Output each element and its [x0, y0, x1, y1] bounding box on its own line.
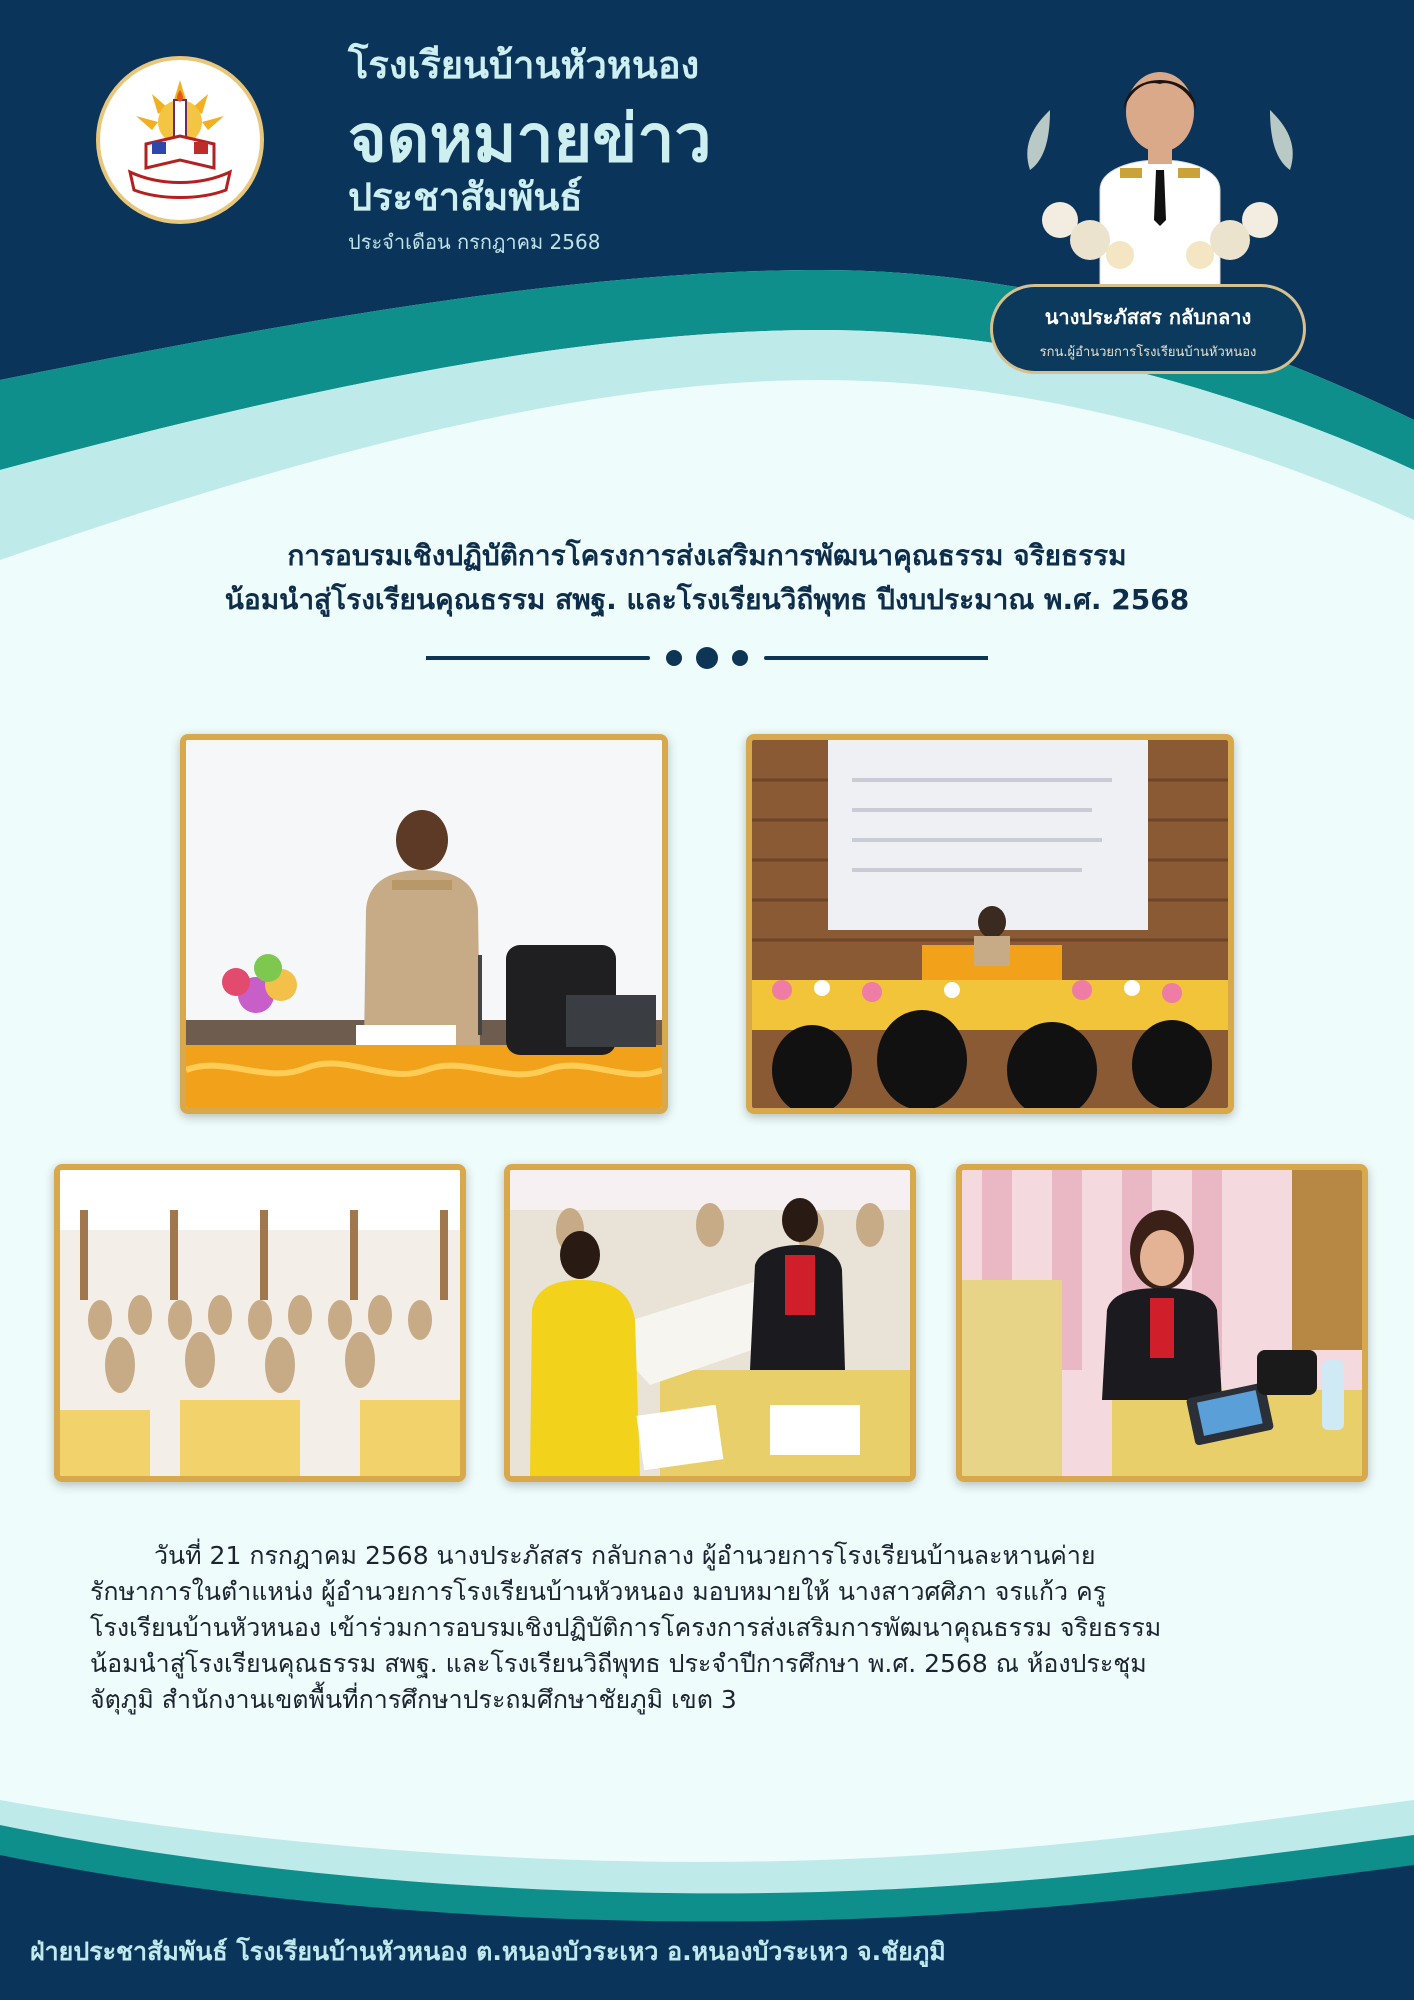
photo-group-workshop — [504, 1164, 916, 1482]
headline-line-1: การอบรมเชิงปฏิบัติการโครงการส่งเสริมการพัฒนาคุณธรรม จริยธรรม — [287, 539, 1127, 572]
photo-audience-hall — [54, 1164, 466, 1482]
article-body — [90, 1538, 1330, 1718]
photo-speaker-at-podium — [180, 734, 668, 1114]
headline-divider — [426, 646, 988, 670]
article-line-3: โรงเรียนบ้านหัวหนอง เข้าร่วมการอบรมเชิงปฏิบัติการโครงการส่งเสริมการพัฒนาคุณธรรม จริยธรรม — [90, 1613, 1162, 1642]
audience-hall-photo-icon — [60, 1170, 460, 1476]
article-line-2: รักษาการในตำแหน่ง ผู้อำนวยการโรงเรียนบ้านหัวหนอง มอบหมายให้ นางสาวศศิภา จรแก้ว ครู — [90, 1577, 1107, 1606]
article-line-5: จัตุภูมิ สำนักงานเขตพื้นที่การศึกษาประถมศึกษาชัยภูมิ เขต 3 — [90, 1685, 737, 1714]
director-portrait — [1010, 50, 1310, 285]
director-name: นางประภัสสร กลับกลาง — [1044, 305, 1252, 329]
headline-line-2: น้อมนำสู่โรงเรียนคุณธรรม สพฐ. และโรงเรียนวิถีพุทธ ปีงบประมาณ พ.ศ. 2568 — [224, 583, 1190, 616]
group-workshop-photo-icon — [510, 1170, 910, 1476]
participant-seated-photo-icon — [962, 1170, 1362, 1476]
school-name: โรงเรียนบ้านหัวหนอง — [348, 43, 700, 87]
director-name-badge — [990, 284, 1306, 374]
newsletter-subtitle: ประชาสัมพันธ์ — [348, 175, 583, 219]
issue-month: ประจำเดือน กรกฎาคม 2568 — [348, 230, 601, 254]
school-logo — [96, 56, 264, 224]
article-line-4: น้อมนำสู่โรงเรียนคุณธรรม สพฐ. และโรงเรียนวิถีพุทธ ประจำปีการศึกษา พ.ศ. 2568 ณ ห้องประชุม — [90, 1649, 1147, 1678]
speaker-at-podium-photo-icon — [186, 740, 662, 1108]
director-portrait-icon — [1010, 50, 1310, 285]
article-line-1: วันที่ 21 กรกฎาคม 2568 นางประภัสสร กลับกลาง ผู้อำนวยการโรงเรียนบ้านละหานค่าย — [154, 1541, 1096, 1570]
photo-conference-stage — [746, 734, 1234, 1114]
school-emblem-icon — [100, 60, 260, 220]
conference-stage-photo-icon — [752, 740, 1228, 1108]
newsletter-title: จดหมายข่าว — [348, 100, 712, 177]
photo-participant-seated — [956, 1164, 1368, 1482]
director-role: รกน.ผู้อำนวยการโรงเรียนบ้านหัวหนอง — [1039, 345, 1257, 360]
footer-text: ฝ่ายประชาสัมพันธ์ โรงเรียนบ้านหัวหนอง ต.หนองบัวระเหว อ.หนองบัวระเหว จ.ชัยภูมิ — [30, 1937, 946, 1966]
